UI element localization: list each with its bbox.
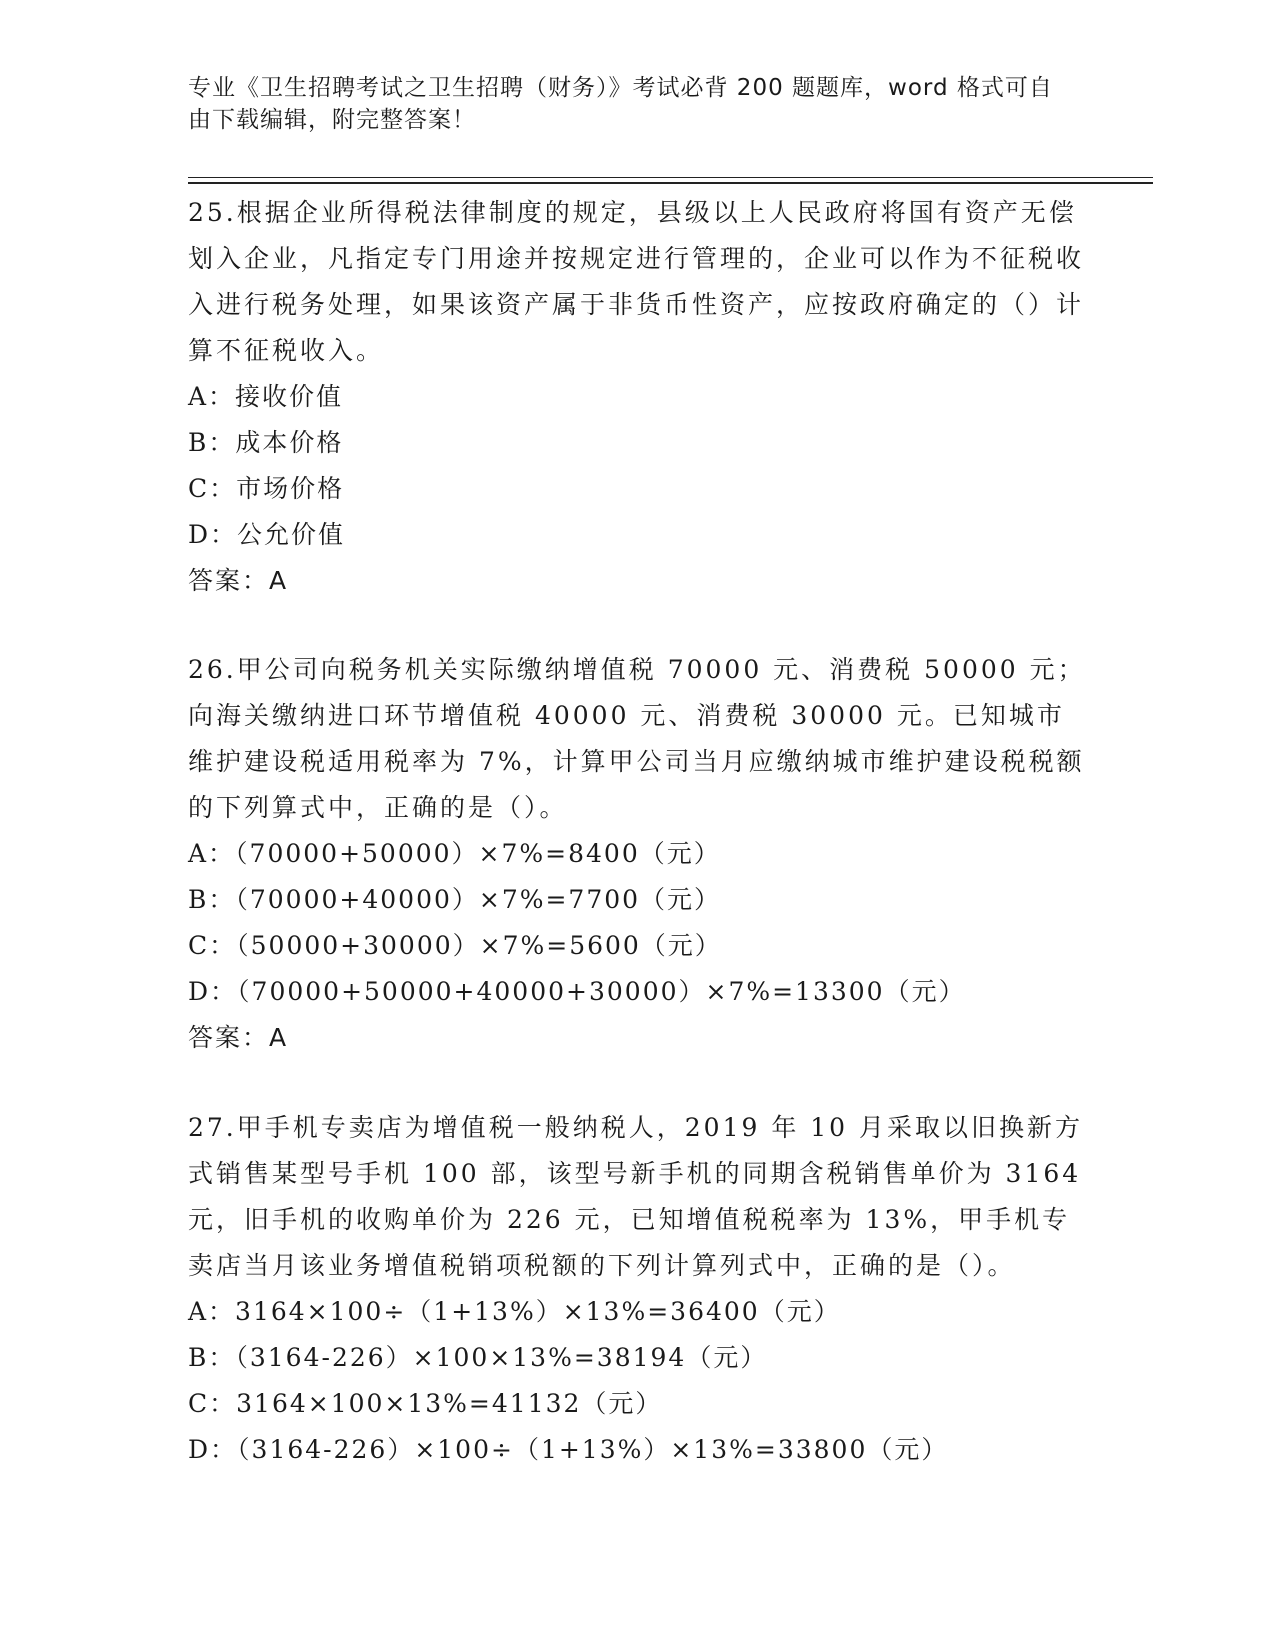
option-a: A：（70000+50000）×7%=8400（元） (188, 839, 721, 868)
header-divider-thin (188, 177, 1153, 178)
question-25 (188, 190, 1088, 604)
header-line-2: 由下载编辑，附完整答案！ (188, 107, 476, 133)
option-d: D：（3164-226）×100÷（1+13%）×13%=33800（元） (188, 1435, 949, 1464)
option-a: A：3164×100÷（1+13%）×13%=36400（元） (188, 1297, 841, 1326)
option-c: C：（50000+30000）×7%=5600（元） (188, 931, 722, 960)
option-b: B：（3164-226）×100×13%=38194（元） (188, 1343, 768, 1372)
question-stem: 26.甲公司向税务机关实际缴纳增值税 70000 元、消费税 50000 元；向海关缴纳进口环节增值税 40000 元、消费税 30000 元。已知城市维护建设税适用税率为 7%，计算甲公司当月应缴纳城市维护建设税税额的下列算式中，正确的是（）。 (188, 655, 1086, 822)
option-c: C：3164×100×13%=41132（元） (188, 1389, 663, 1418)
option-c: C：市场价格 (188, 474, 345, 503)
option-d: D：（70000+50000+40000+30000）×7%=13300（元） (188, 977, 966, 1006)
question-26 (188, 647, 1088, 1061)
question-stem: 25.根据企业所得税法律制度的规定，县级以上人民政府将国有资产无偿划入企业，凡指定专门用途并按规定进行管理的，企业可以作为不征税收入进行税务处理，如果该资产属于非货币性资产，应按政府确定的（）计算不征税收入。 (188, 198, 1085, 365)
document-header (188, 72, 1068, 136)
option-a: A：接收价值 (188, 382, 344, 411)
question-27 (188, 1105, 1088, 1473)
answer: 答案：A (188, 566, 289, 595)
option-d: D：公允价值 (188, 520, 346, 549)
option-b: B：成本价格 (188, 428, 344, 457)
option-b: B：（70000+40000）×7%=7700（元） (188, 885, 722, 914)
answer: 答案：A (188, 1023, 289, 1052)
header-line-1: 专业《卫生招聘考试之卫生招聘（财务）》考试必背 200 题题库，word 格式可自 (188, 75, 1053, 101)
header-divider-thick (188, 182, 1153, 184)
question-stem: 27.甲手机专卖店为增值税一般纳税人，2019 年 10 月采取以旧换新方式销售某型号手机 100 部，该型号新手机的同期含税销售单价为 3164 元，旧手机的收购单价为 226 元，已知增值税税率为 13%，甲手机专卖店当月该业务增值税销项税额的下列计算列式中，正确的是（）。 (188, 1113, 1084, 1280)
